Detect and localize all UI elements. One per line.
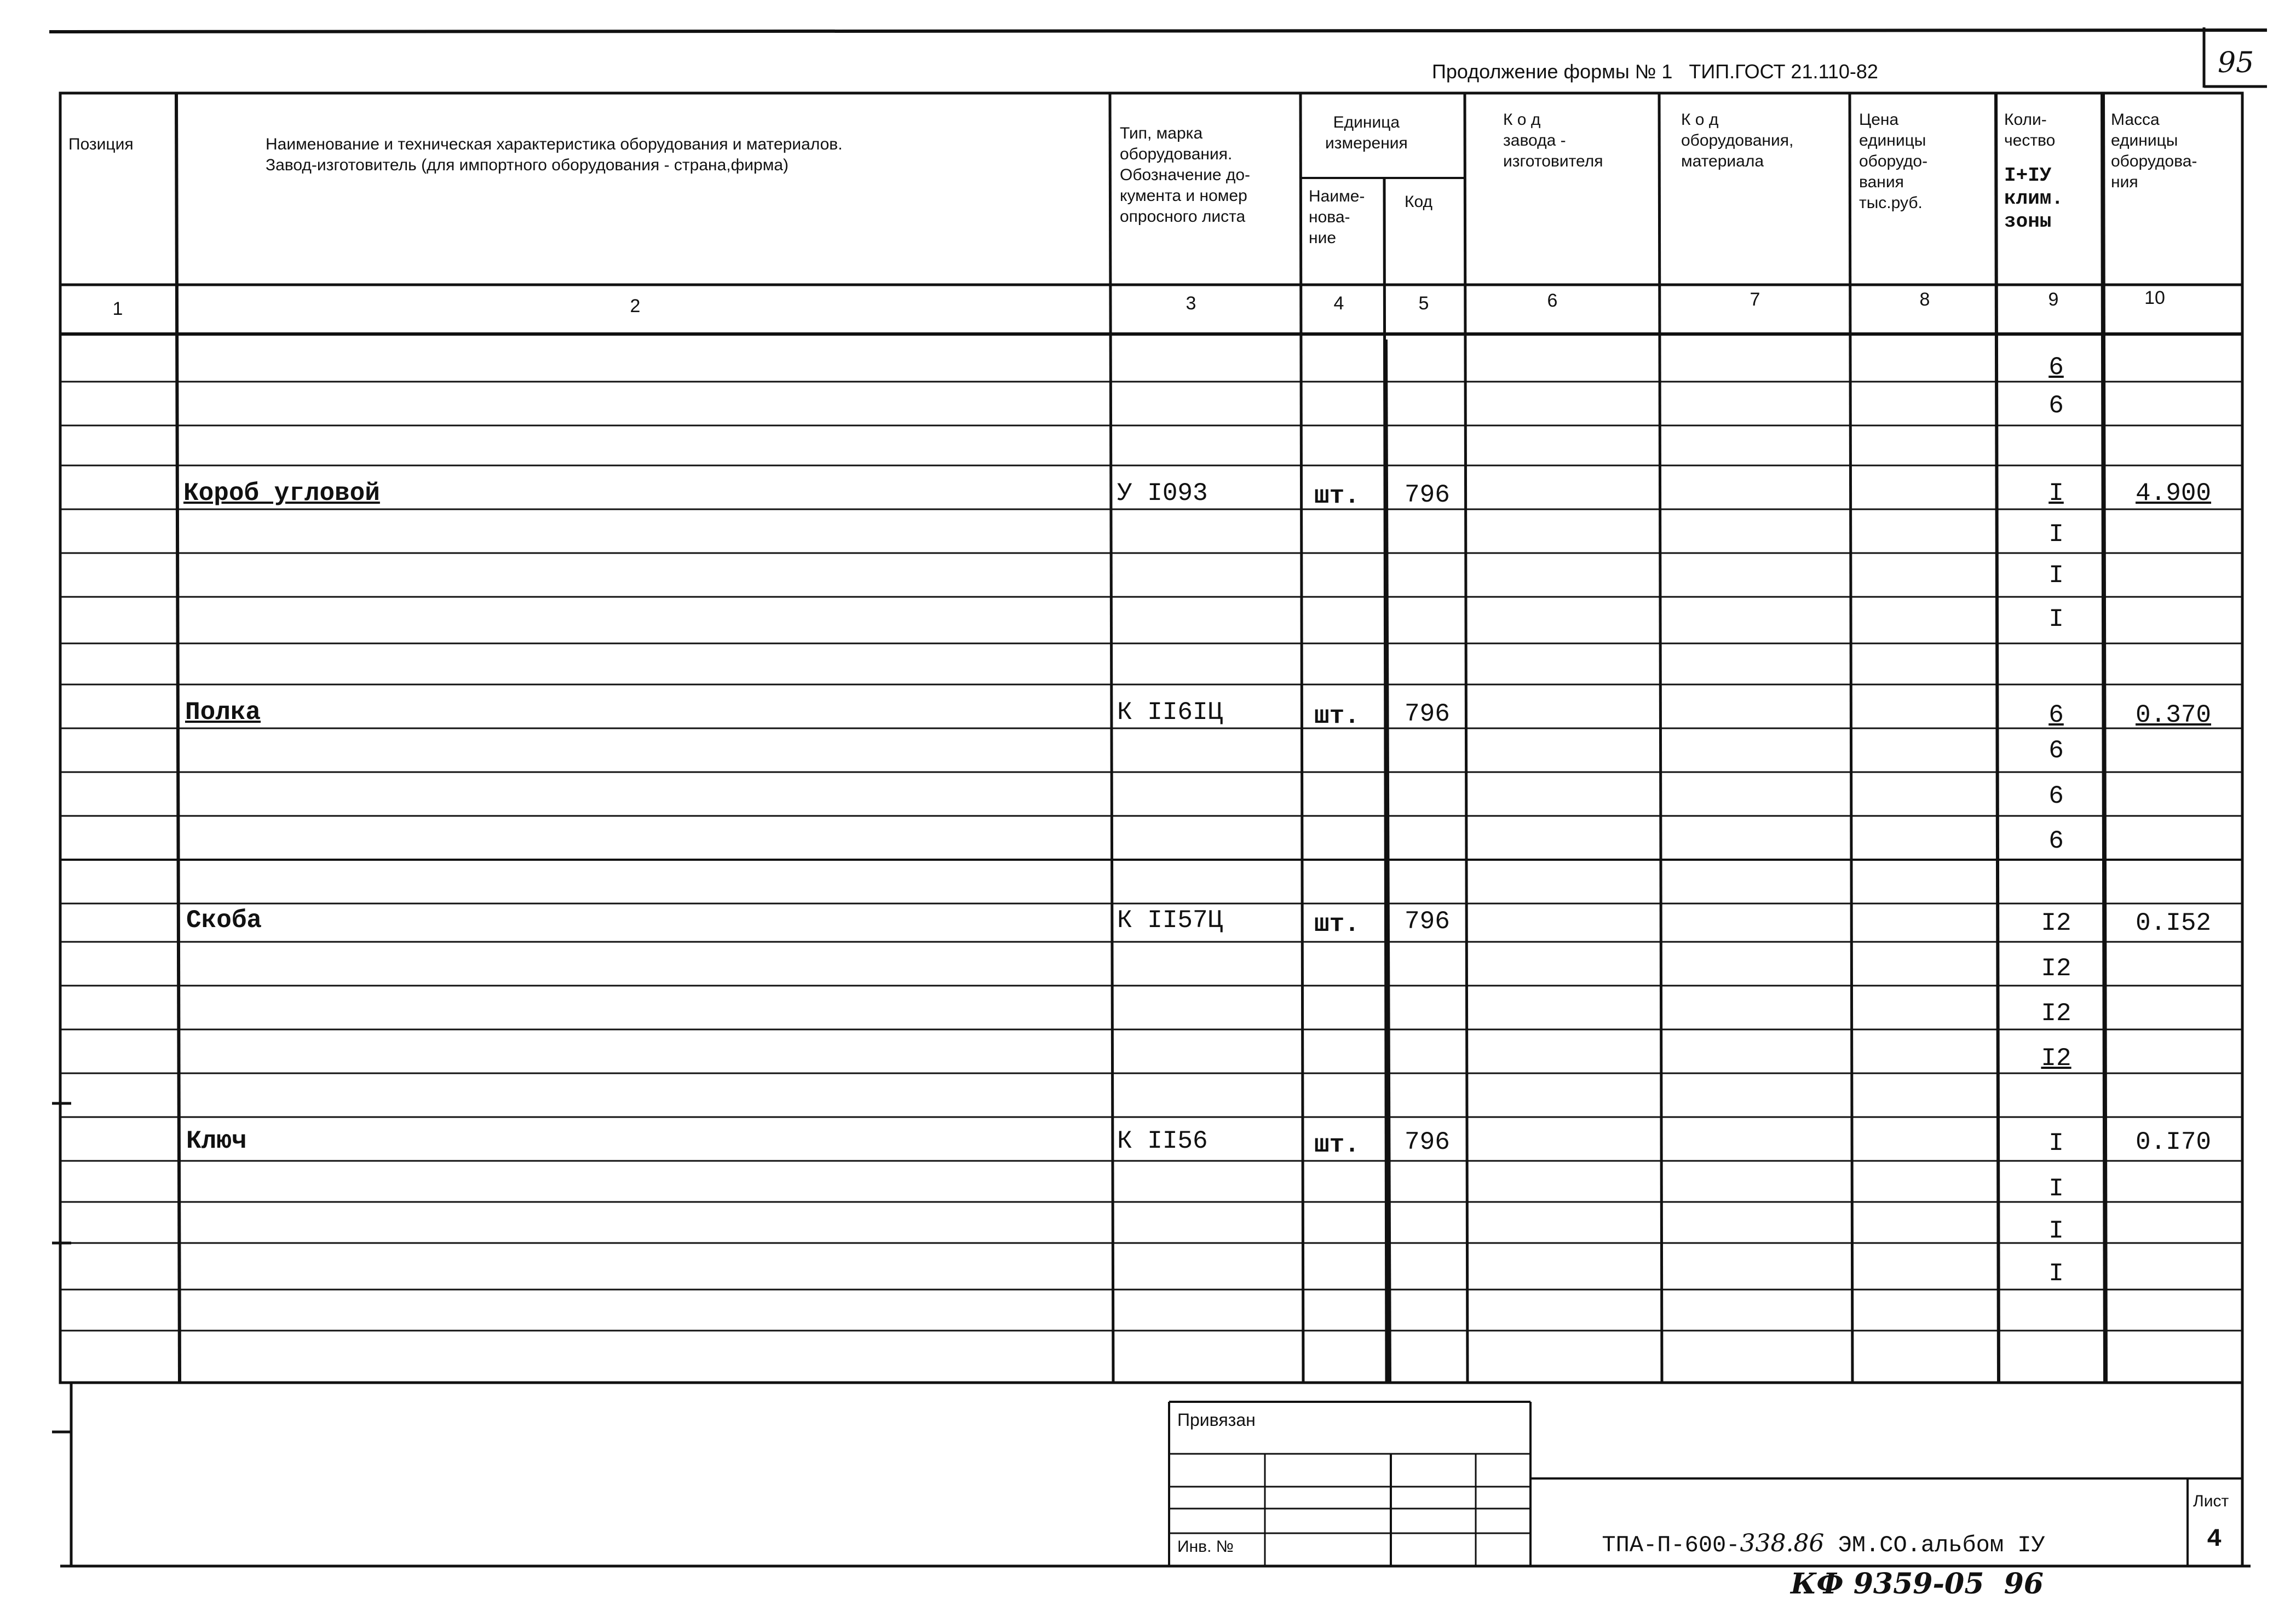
qty-cell: I — [2048, 520, 2064, 549]
col-num-2: 2 — [630, 296, 641, 317]
linked-label: Привязан — [1177, 1410, 1256, 1430]
qty-cell: I — [2048, 605, 2064, 634]
col-3-header: Тип, марка оборудования. Обозначение до- кумента и номер опросного листа — [1120, 124, 1251, 226]
document-code-print: ТПА-П-600- — [1602, 1532, 1740, 1558]
col-num-10: 10 — [2144, 287, 2165, 308]
col-5-header: Код — [1405, 193, 1433, 211]
qty-cell: 6 — [2048, 827, 2064, 855]
item-mass: 0.I52 — [2136, 909, 2212, 937]
qty-cell: 6 — [2048, 392, 2064, 420]
col-num-9: 9 — [2048, 289, 2059, 310]
form-caption: Продолжение формы № 1 ТИП.ГОСТ 21.110-82 — [1432, 60, 1878, 83]
qty-cell: I2 — [2041, 954, 2071, 983]
qty-cell: I2 — [2041, 999, 2071, 1028]
col-num-7: 7 — [1750, 289, 1760, 310]
qty-cell: I2 — [2041, 1044, 2071, 1073]
col-9-header: Коли- чество — [2004, 111, 2056, 149]
col-2-header: Наименование и техническая характеристика оборудования и материалов. Завод-изготовитель (для импортного оборудования - страна,фирма) — [266, 135, 843, 174]
item-name: Короб угловой — [183, 479, 380, 508]
item-type: К II56 — [1117, 1127, 1208, 1155]
document-code — [1574, 1503, 2045, 1558]
item-code: 796 — [1405, 907, 1450, 936]
item-name: Скоба — [186, 906, 262, 935]
qty-cell: 6 — [2048, 701, 2064, 729]
col-num-8: 8 — [1919, 289, 1930, 310]
col-num-4: 4 — [1333, 293, 1344, 314]
qty-cell: I — [2048, 1217, 2064, 1245]
col-1-header: Позиция — [68, 135, 134, 153]
col-10-header: Масса единицы оборудова- ния — [2111, 111, 2197, 191]
qty-cell: 6 — [2048, 353, 2064, 382]
item-name: Ключ — [186, 1127, 247, 1155]
col-7-header: К о д оборудования, материала — [1681, 111, 1794, 170]
inv-number-label: Инв. № — [1177, 1538, 1234, 1556]
item-code: 796 — [1405, 700, 1450, 728]
qty-climate-subtitle: I+IУ клим. зоны — [2004, 164, 2064, 233]
qty-cell: I — [2048, 1129, 2064, 1158]
document-code-suffix: ЭМ.СО.альбом IУ — [1824, 1532, 2045, 1558]
item-unit: шт. — [1314, 702, 1360, 730]
col-num-1: 1 — [112, 298, 123, 319]
item-mass: 0.I70 — [2136, 1128, 2212, 1156]
item-unit: шт. — [1314, 482, 1360, 510]
col-6-header: К о д завода - изготовителя — [1503, 111, 1603, 170]
unit-group-header: Единица измерения — [1325, 113, 1408, 152]
col-num-5: 5 — [1418, 293, 1429, 314]
document-code-handwritten: 338.86 — [1740, 1529, 1825, 1557]
item-type: К II57Ц — [1117, 906, 1223, 935]
qty-cell: I — [2048, 1259, 2064, 1288]
qty-cell: 6 — [2048, 736, 2064, 765]
item-mass: 0.370 — [2136, 701, 2212, 729]
qty-cell: I — [2048, 1175, 2064, 1203]
sheet-number: 4 — [2207, 1525, 2222, 1553]
item-code: 796 — [1405, 1128, 1450, 1156]
item-unit: шт. — [1314, 910, 1360, 939]
col-8-header: Цена единицы оборудо- вания тыс.руб. — [1859, 111, 1928, 212]
item-mass: 4.900 — [2136, 479, 2212, 508]
qty-cell: I2 — [2041, 909, 2071, 937]
item-type: У I093 — [1117, 479, 1208, 508]
qty-cell: 6 — [2048, 782, 2064, 810]
qty-cell: I — [2048, 479, 2064, 508]
col-4-header: Наиме- нова- ние — [1309, 187, 1365, 247]
item-code: 796 — [1405, 481, 1450, 509]
item-type: К II6IЦ — [1117, 698, 1223, 727]
item-name: Полка — [185, 698, 261, 727]
page-number-handwritten: 95 — [2218, 47, 2254, 79]
archive-code-handwritten: КФ 9359-05 96 — [1791, 1567, 2044, 1601]
item-unit: шт. — [1314, 1131, 1360, 1159]
col-num-6: 6 — [1547, 290, 1558, 311]
sheet-label: Лист — [2193, 1492, 2229, 1510]
qty-cell: I — [2048, 561, 2064, 590]
col-num-3: 3 — [1186, 293, 1196, 314]
